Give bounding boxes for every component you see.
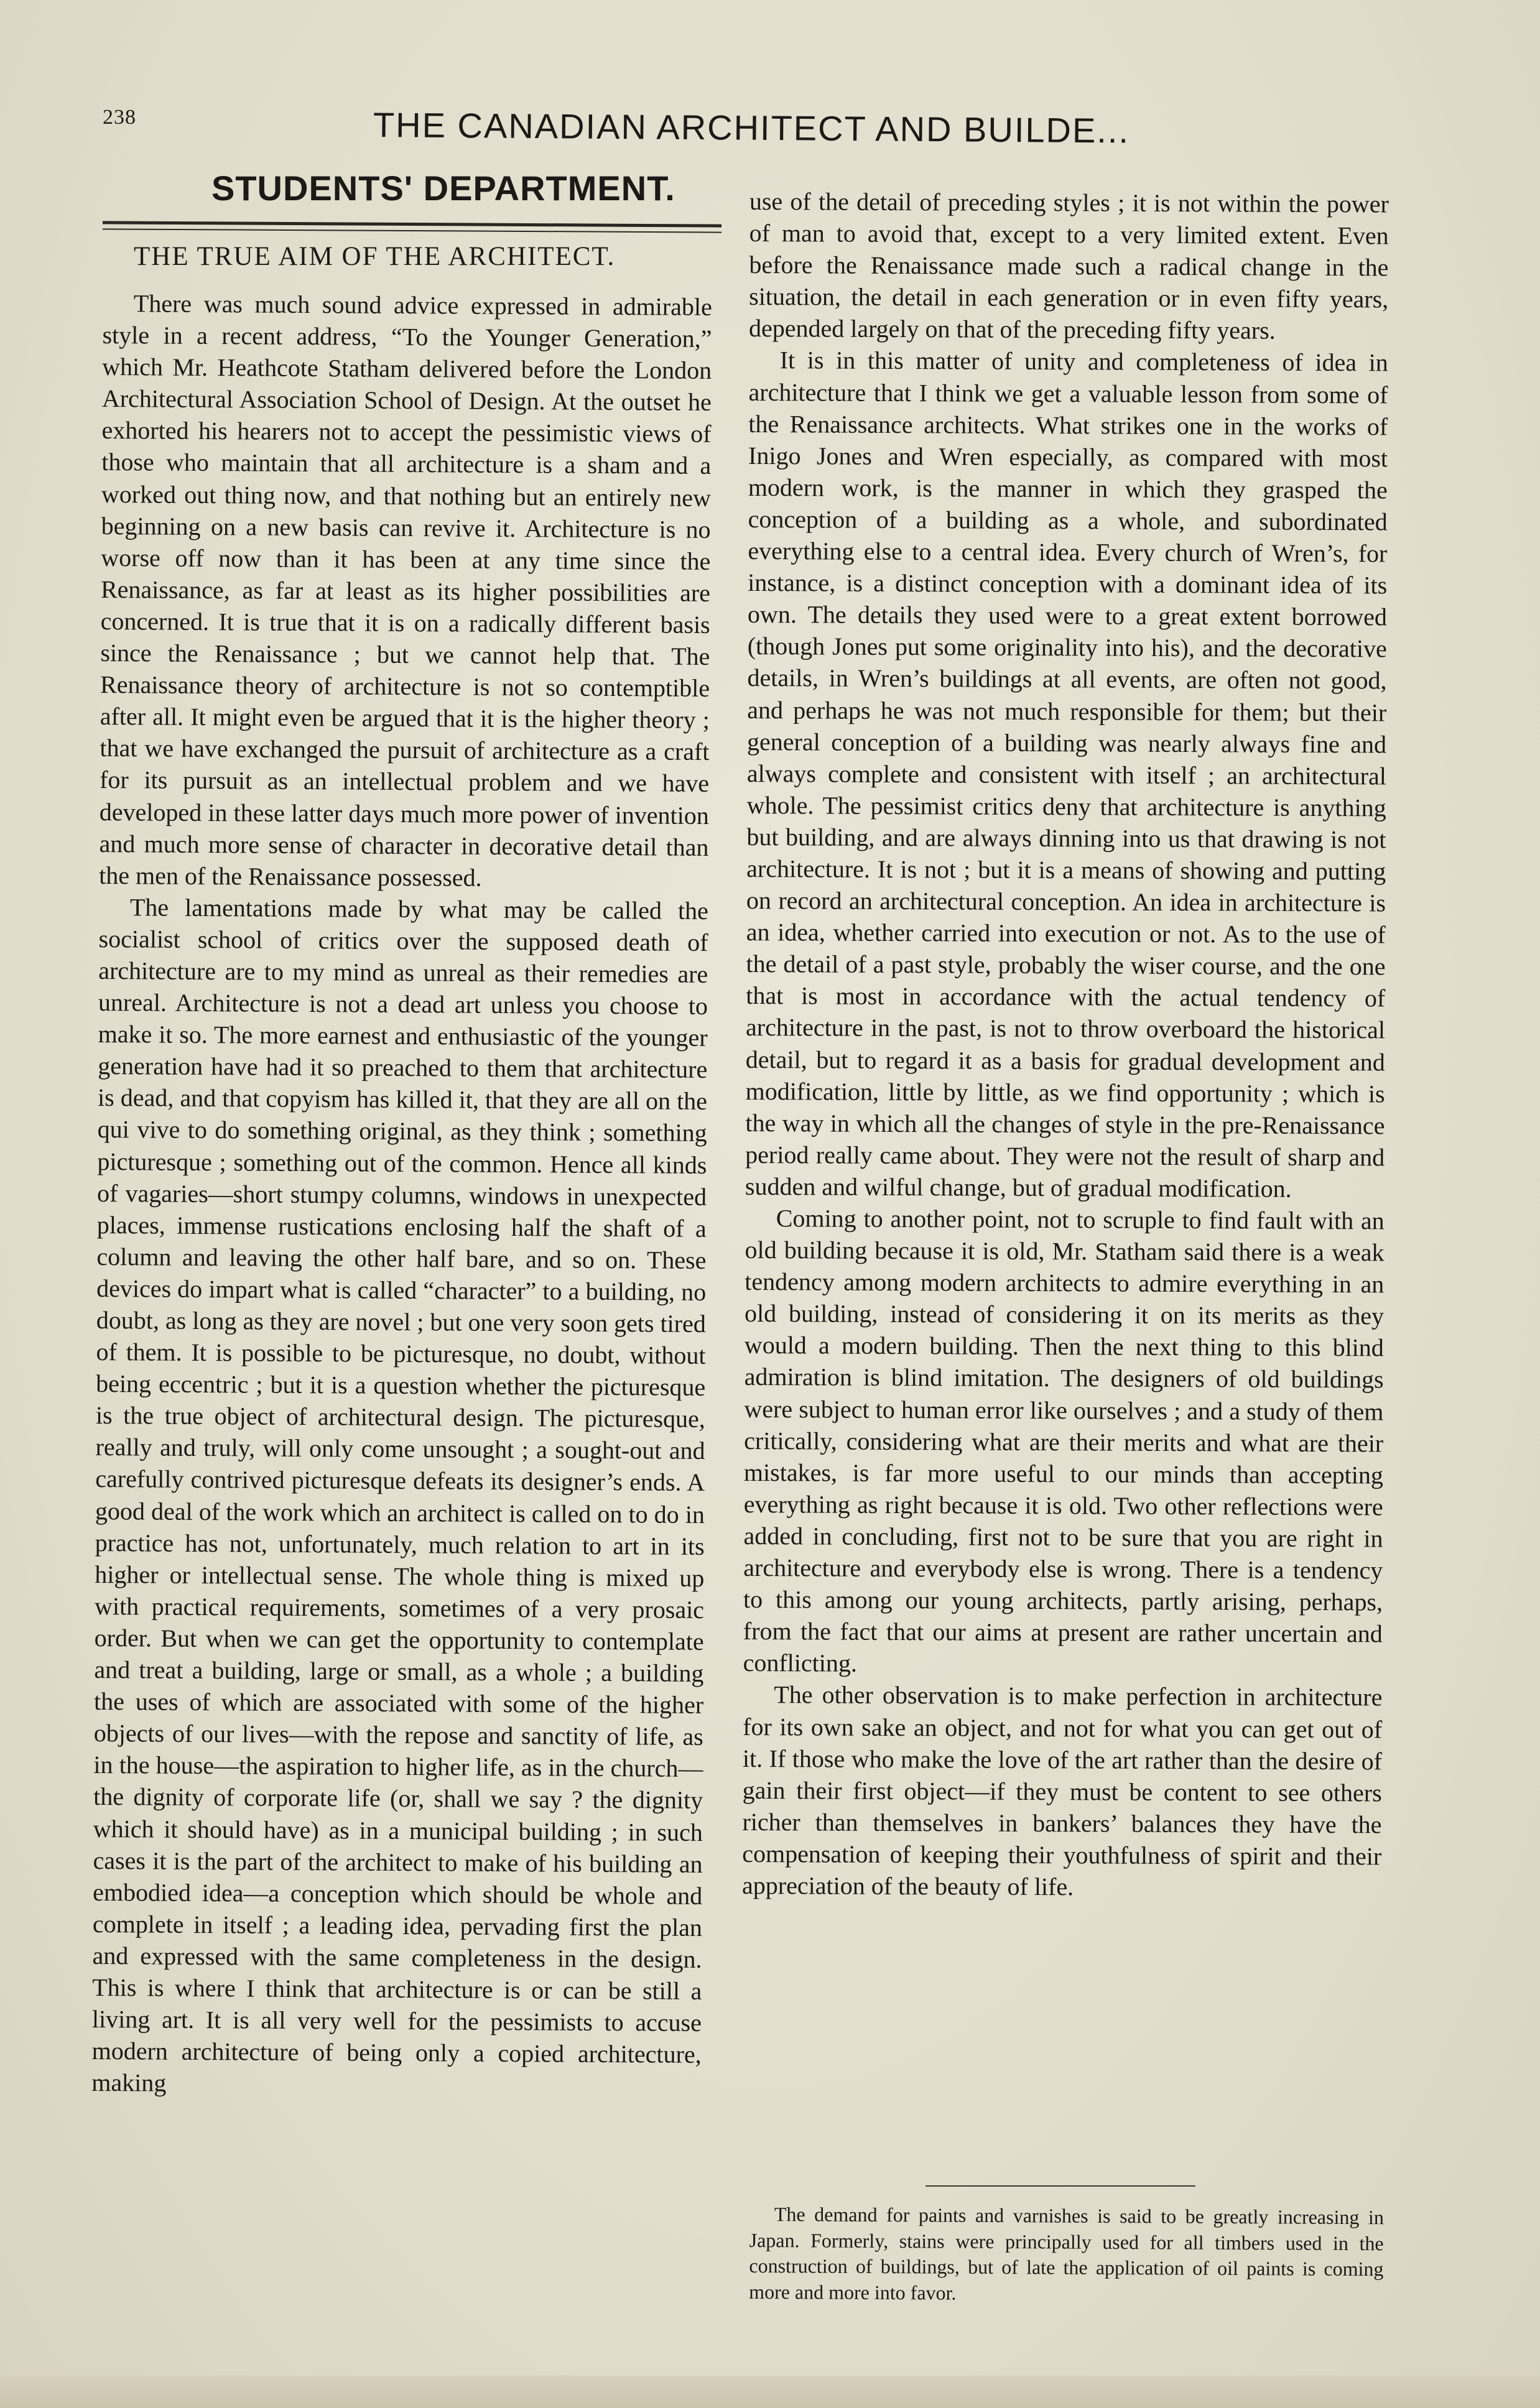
article-paragraph: The lamentations made by what may be called the socialist school of critics over the supposed death of architecture are to my mind as unreal as their remedies are unreal. Architecture is not a dead art unless you choose to make it so. The more earnest and enthusiastic of the younger generation have had it so preached to them that architecture is dead, and that copyism has killed it, that they are all on the qui vive to do something original, as they think ; something picturesque ; something out of the common. Hence all kinds of vagaries—short stumpy columns, windows in unexpected places, immense rustications enclosing half the shaft of a column and leaving the other half bare, and so on. These devices do impart what is called “character” to a building, no doubt, as long as they are novel ; but one very soon gets tired of them. It is possible to be picturesque, no doubt, without being eccentric ; but it is a question whether the picturesque is the true object of architectural design. The picturesque, really and truly, will only come unsought ; a sought-out and carefully contrived picturesque defeats its designer’s ends. A good deal of the work which an architect is called on to do in practice has not, unfortunately, much relation to art in its higher or intellectual sense. The whole thing is mixed up with practical requirements, sometimes of a very prosaic order. But when we can get the opportunity to contemplate and treat a building, large or small, as a whole ; a building the uses of which are associated with some of the higher objects of our lives—with the repose and sanctity of life, as in the house—the aspiration to higher life, as in the church—the dignity of corporate life (or, shall we say ? the dignity which it should have) as in a municipal building ; in such cases it is the part of the architect to make of his building an embodied idea—a conception which should be whole and complete in itself ; a leading idea, pervading first the plan and expressed with the same completeness in the design. This is where I think that architecture is or can be still a living art. It is all very well for the pessimists to accuse modern architecture of being only a copied architecture, making: [91, 893, 709, 2097]
page-bottom-edge: [0, 2376, 1540, 2408]
article-paragraph: The other observation is to make perfection in architecture for its own sake an object, and not for what you can get out of it. If those who make the love of the art rather than the desire of gain their first object—if they must be content to see others richer than themselves in bankers’ balances they have the compensation of keeping their youthfulness of spirit and their appreciation of the beauty of life.: [741, 1680, 1383, 1901]
section-title: STUDENTS' DEPARTMENT.: [211, 169, 675, 208]
article-paragraph-continued: use of the detail of preceding styles ; it is not within the power of man to avoid that, except to a very limited extent. Even before the Renaissance made such a radical change in the situation, the detail in each generation or in even fifty years, depended largely on that of the preceding fifty years.: [748, 187, 1389, 345]
page-number: 238: [103, 106, 136, 129]
right-column-body: [742, 185, 1389, 1904]
footnote: [749, 2202, 1384, 2308]
section-title-rule: [103, 221, 721, 233]
left-column-body: [91, 287, 712, 2102]
article-paragraph: Coming to another point, not to scruple to find fault with an old building because it is old, Mr. Statham said there is a weak tendency among modern architects to admire everything in an old building, instead of considering it on its merits as they would a modern building. Then the next thing to this blind admiration is blind imitation. The designers of old buildings were subject to human error like ourselves ; and a study of them critically, considering what are their merits and what are their mistakes, is far more useful to our minds than accepting everything as right because it is old. Two other reflections were added in concluding, first not to be sure that you are right in architecture and everybody else is wrong. There is a tendency to this among our young architects, partly arising, perhaps, from the fact that our aims at present are rather uncertain and conflicting.: [743, 1204, 1385, 1678]
article-title: THE TRUE AIM OF THE ARCHITECT.: [134, 242, 616, 271]
article-paragraph: It is in this matter of unity and completeness of idea in architecture that I think we get a valuable lesson from some of the Renaissance architects. What strikes one in the works of Inigo Jones and Wren especially, as compared with most modern work, is the manner in which they grasped the conception of a building as a whole, and subordinated everything else to a central idea. Every church of Wren’s, for instance, is a distinct conception with a dominant idea of its own. The details they used were to a great extent borrowed (though Jones put some originality into his), and the decorative details, in Wren’s buildings at all events, are often not good, and perhaps he was not much responsible for them; but their general conception of a building was nearly always fine and always complete and consistent with itself ; an architectural whole. The pessimist critics deny that architecture is anything but building, and are always dinning into us that drawing is not architecture. It is not ; but it is a means of showing and putting on record an architectural conception. An idea in architecture is an idea, whether carried into execution or not. As to the use of the detail of a past style, probably the wiser course, and the one that is most in accordance with the actual tendency of architecture in the past, is not to throw overboard the historical detail, but to regard it as a basis for gradual development and modification, little by little, as we find opportunity ; which is the way in which all the changes of style in the pre-Renaissance period really came about. They were not the result of sharp and sudden and wilful change, but of gradual modification.: [744, 346, 1388, 1203]
footnote-text: The demand for paints and varnishes is said to be greatly increasing in Japan. Formerly, stains were principally used for all timbers used in the construction of buildings, but of late the application of oil paints is coming more and more into favor.: [749, 2203, 1384, 2304]
journal-running-head: THE CANADIAN ARCHITECT AND BUILDE...: [373, 105, 1130, 150]
article-paragraph: There was much sound advice expressed in admirable style in a recent address, “To the Younger Generation,” which Mr. Heathcote Statham delivered before the London Architectural Association School of Design. At the outset he exhorted his hearers not to accept the pessimistic views of those who maintain that all architecture is a sham and a worked out thing now, and that nothing but an entirely new beginning on a new basis can revive it. Architecture is no worse off now than it has been at any time since the Renaissance, as far at least as its higher possibilities are concerned. It is true that it is on a radically different basis since the Renaissance ; but we cannot help that. The Renaissance theory of architecture is not so contemptible after all. It might even be argued that it is the higher theory ; that we have exchanged the pursuit of architecture as a craft for its pursuit as an intellectual problem and we have developed in these latter days much more power of invention and much more sense of character in decorative detail than the men of the Renaissance possessed.: [99, 289, 712, 892]
footnote-divider: [925, 2185, 1195, 2187]
